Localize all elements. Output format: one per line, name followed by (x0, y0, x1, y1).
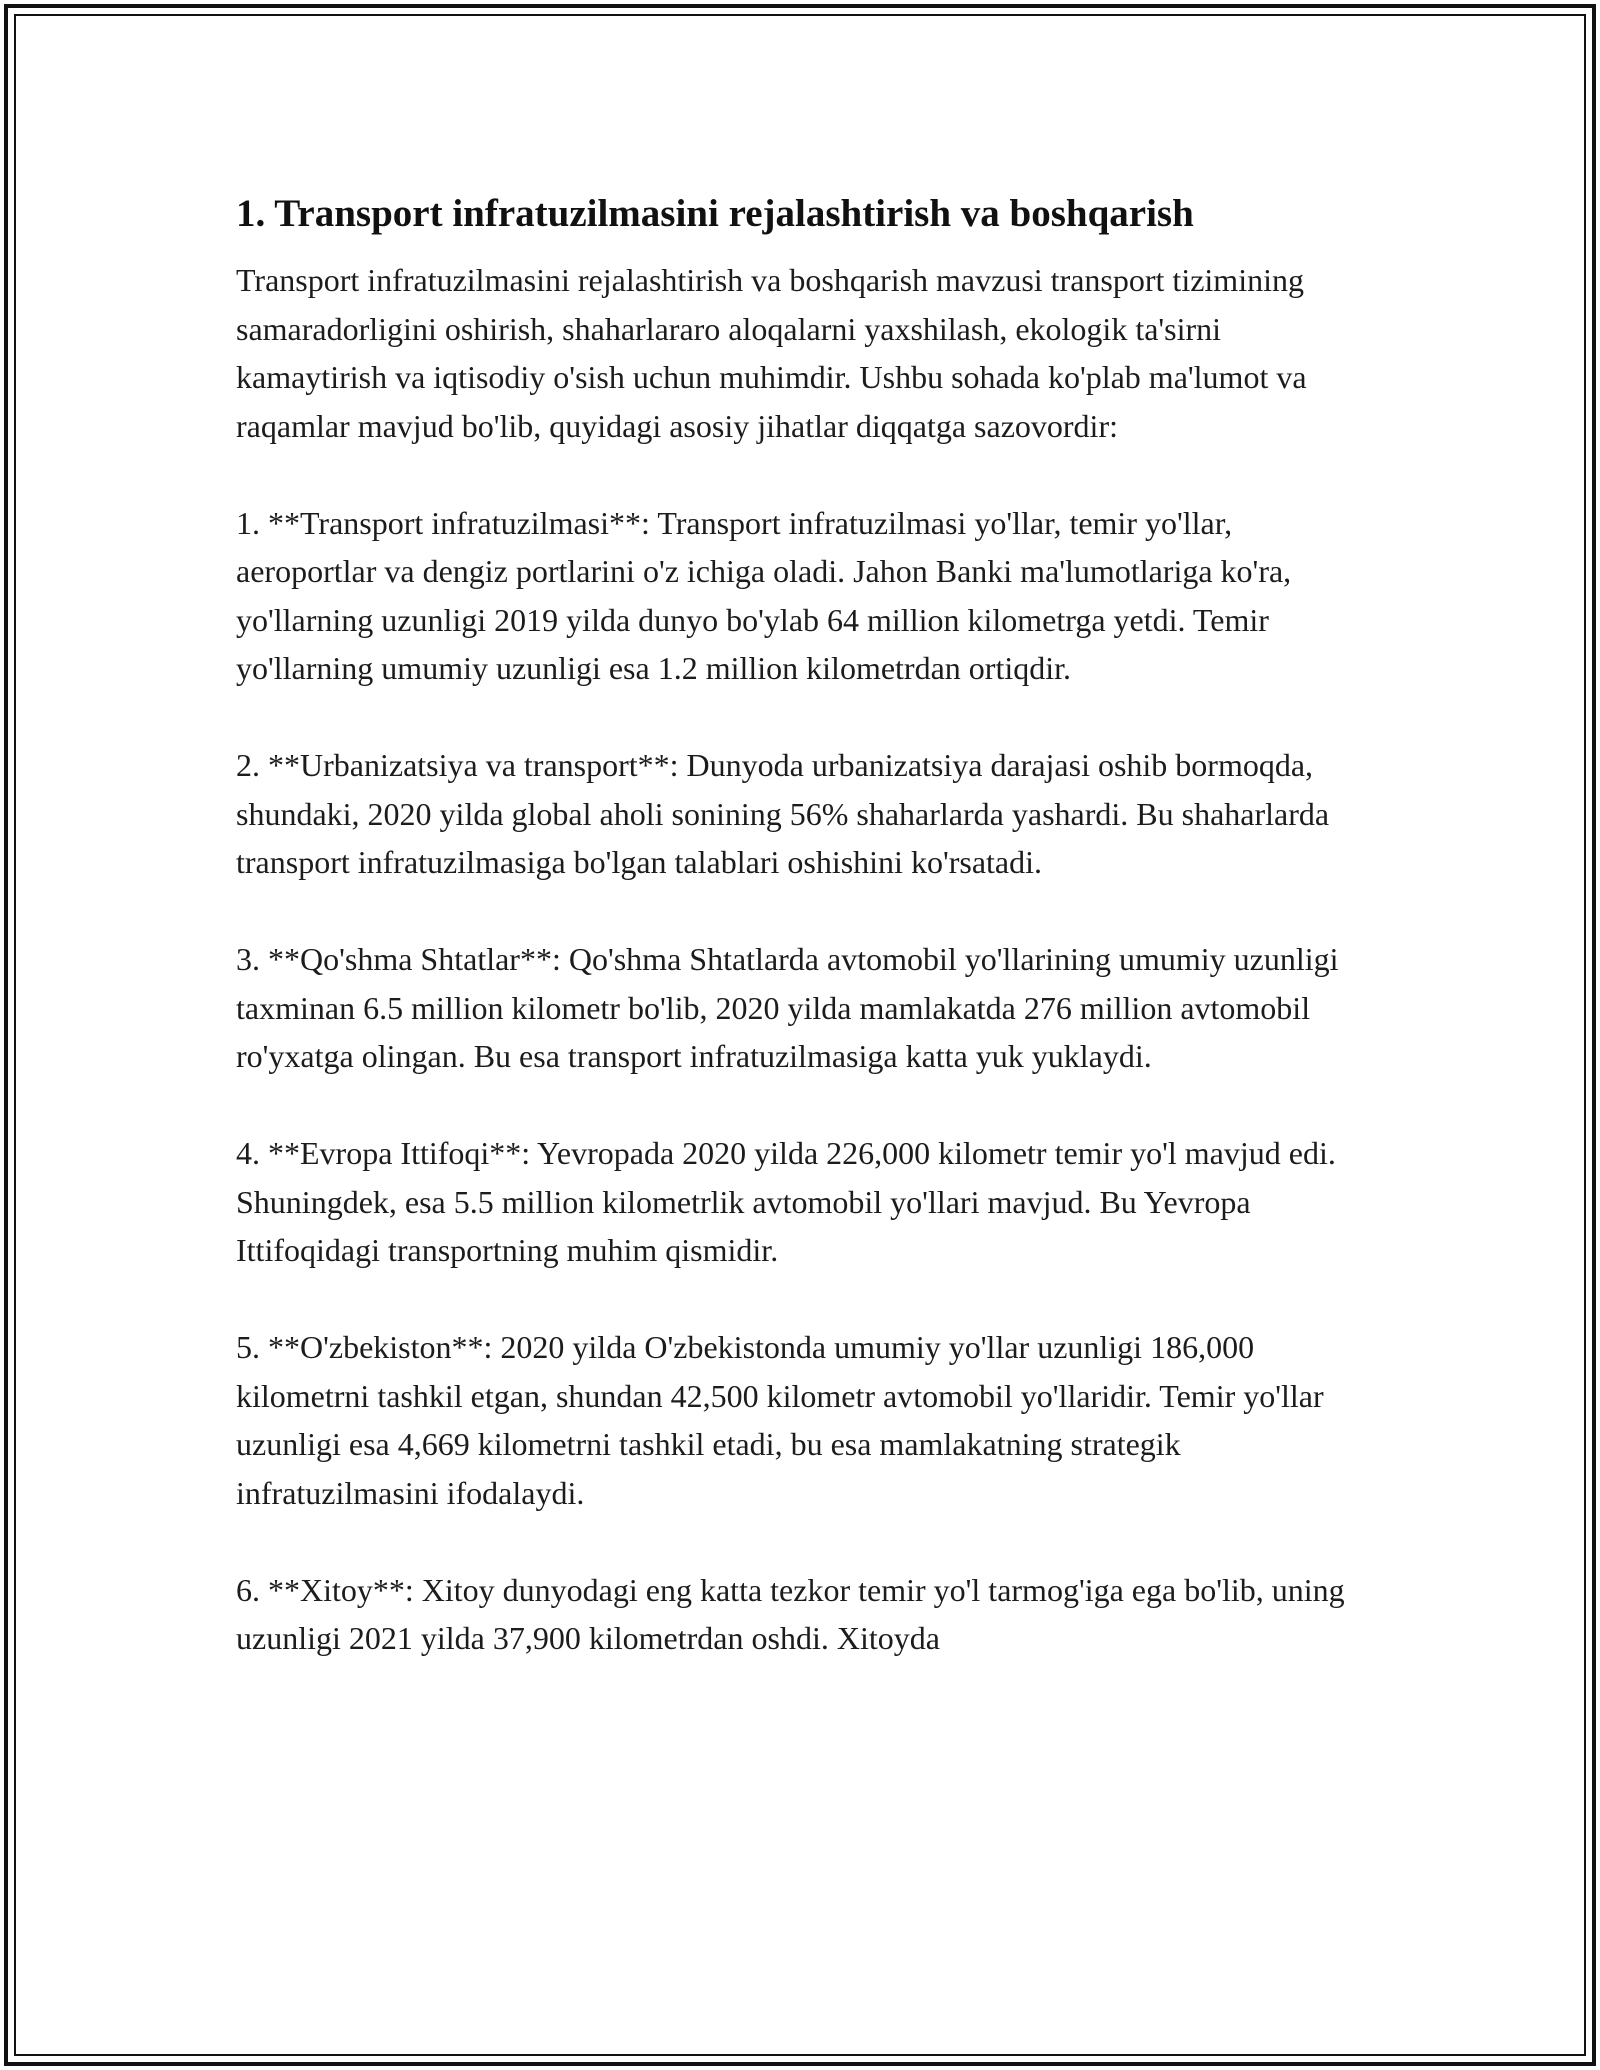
list-item-china: 6. **Xitoy**: Xitoy dunyodagi eng katta tezkor temir yo'l tarmog'iga ega bo'lib, uning uzunligi 2021 yilda 37,900 kilometrdan oshdi. Xitoyda (236, 1571, 1345, 1656)
list-item-european-union: 4. **Evropa Ittifoqi**: Yevropada 2020 yilda 226,000 kilometr temir yo'l mavjud edi. Shuningdek, esa 5.5 million kilometrlik avtomobil yo'llari mavjud. Bu Yevropa Ittifoqidagi transportning muhim qismidir. (236, 1135, 1336, 1268)
list-item-uzbekistan: 5. **O'zbekiston**: 2020 yilda O'zbekistonda umumiy yo'llar uzunligi 186,000 kilometrni tashkil etgan, shundan 42,500 kilometr avtomobil yo'llaridir. Temir yo'llar uzunligi esa 4,669 kilometrni tashkil etadi, bu esa mamlakatning strategik infratuzilmasini ifodalaydi. (236, 1329, 1324, 1511)
list-item-united-states: 3. **Qo'shma Shtatlar**: Qo'shma Shtatlarda avtomobil yo'llarining umumiy uzunligi taxminan 6.5 million kilometr bo'lib, 2020 yilda mamlakatda 276 million avtomobil ro'yxatga olingan. Bu esa transport infratuzilmasiga katta yuk yuklaydi. (236, 941, 1339, 1074)
list-item-urbanization: 2. **Urbanizatsiya va transport**: Dunyoda urbanizatsiya darajasi oshib bormoqda, shundaki, 2020 yilda global aholi sonining 56% shaharlarda yashardi. Bu shaharlarda transport infratuzilmasiga bo'lgan talablari oshishini ko'rsatadi. (236, 747, 1330, 880)
list-item-transport-infrastructure: 1. **Transport infratuzilmasi**: Transport infratuzilmasi yo'llar, temir yo'llar, aeroportlar va dengiz portlarini o'z ichiga oladi. Jahon Banki ma'lumotlariga ko'ra, yo'llarning uzunligi 2019 yilda dunyo bo'ylab 64 million kilometrga yetdi. Temir yo'llarning umumiy uzunligi esa 1.2 million kilometrdan ortiqdir. (236, 504, 1292, 686)
section-title: 1. Transport infratuzilmasini rejalashtirish va boshqarish (236, 192, 1194, 235)
intro-paragraph: Transport infratuzilmasini rejalashtirish va boshqarish mavzusi transport tizimining samaradorligini oshirish, shaharlararo aloqalarni yaxshilash, ekologik ta'sirni kamaytirish va iqtisodiy o'sish uchun muhimdir. Ushbu sohada ko'plab ma'lumot va raqamlar mavjud bo'lib, quyidagi asosiy jihatlar diqqatga sazovordir: (236, 262, 1307, 444)
document-body (236, 186, 1366, 1663)
